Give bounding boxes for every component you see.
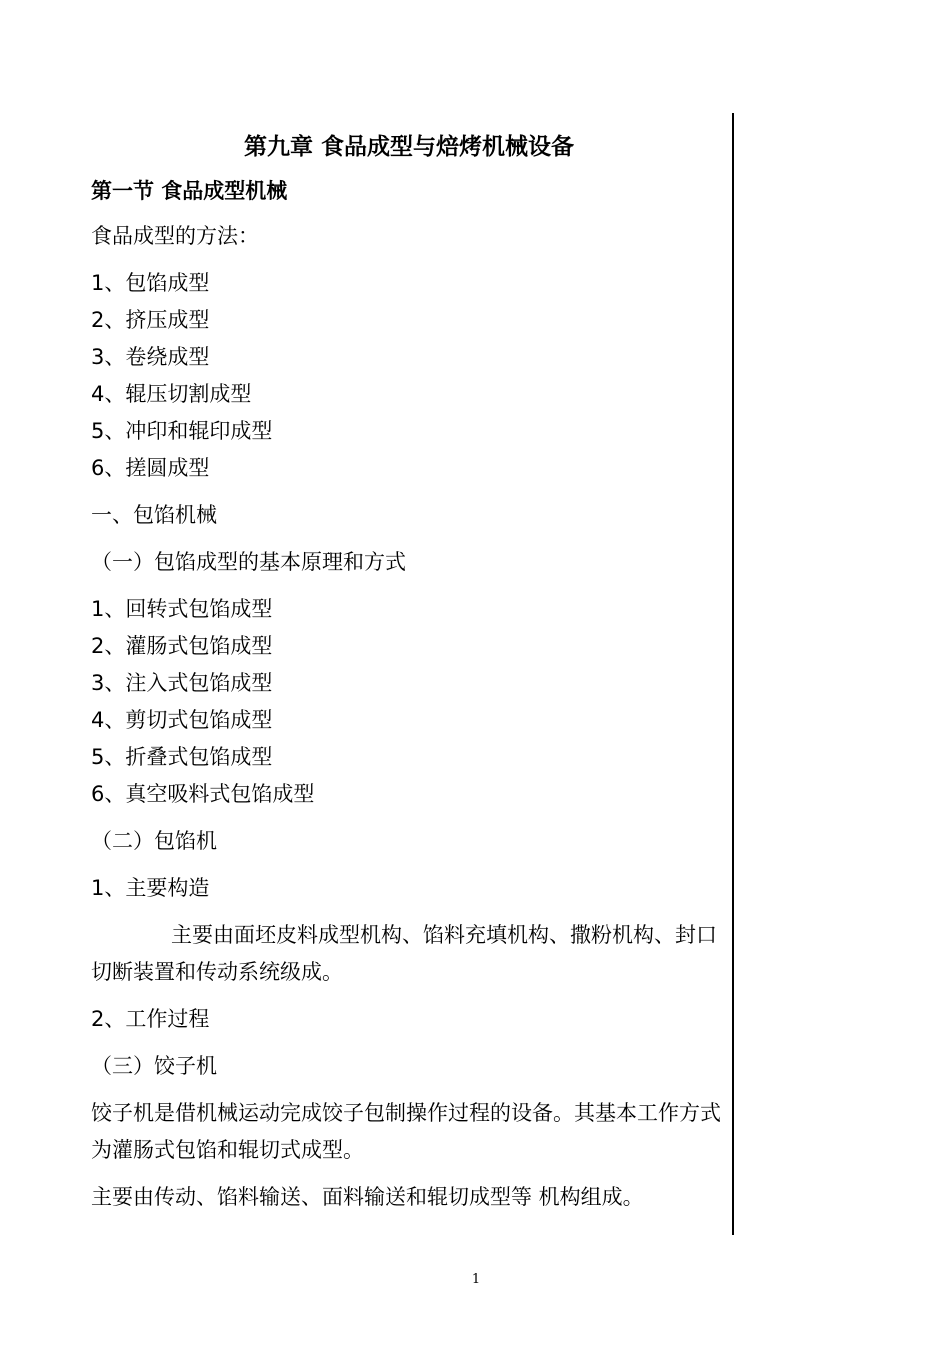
methods-list	[91, 265, 727, 487]
list-item: 2、挤压成型	[91, 308, 210, 332]
sub1-heading: （一）包馅成型的基本原理和方式	[91, 550, 406, 574]
sub2-heading: （二）包馅机	[91, 829, 217, 853]
sub1-list	[91, 591, 727, 813]
structure-paragraph: 主要由面坯皮料成型机构、馅料充填机构、撒粉机构、封口切断装置和传动系统级成。	[91, 923, 717, 984]
list-item: 5、折叠式包馅成型	[91, 745, 273, 769]
list-item: 3、卷绕成型	[91, 345, 210, 369]
sub3-heading: （三）饺子机	[91, 1054, 217, 1078]
page-content	[91, 124, 727, 1216]
list-item: 1、回转式包馅成型	[91, 597, 273, 621]
list-item: 2、灌肠式包馅成型	[91, 634, 273, 658]
margin-rule	[732, 113, 734, 1235]
methods-heading: 食品成型的方法：	[91, 224, 259, 248]
list-item: 6、搓圆成型	[91, 456, 210, 480]
dumpling-paragraph-1: 饺子机是借机械运动完成饺子包制操作过程的设备。其基本工作方式为灌肠式包馅和辊切式成型。	[91, 1101, 721, 1162]
page-number: 1	[471, 1272, 481, 1287]
list-item: 6、真空吸料式包馅成型	[91, 782, 315, 806]
list-item: 1、包馅成型	[91, 271, 210, 295]
dumpling-paragraph-2: 主要由传动、馅料输送、面料输送和辊切成型等 机构组成。	[91, 1185, 644, 1209]
list-item: 5、冲印和辊印成型	[91, 419, 273, 443]
chapter-title: 第九章 食品成型与焙烤机械设备	[243, 134, 574, 160]
list-item: 4、辊压切割成型	[91, 382, 252, 406]
section-title: 第一节 食品成型机械	[91, 179, 288, 203]
list-item: 4、剪切式包馅成型	[91, 708, 273, 732]
structure-heading: 1、主要构造	[91, 876, 210, 900]
part1-heading: 一、包馅机械	[91, 503, 217, 527]
process-heading: 2、工作过程	[91, 1007, 210, 1031]
list-item: 3、注入式包馅成型	[91, 671, 273, 695]
